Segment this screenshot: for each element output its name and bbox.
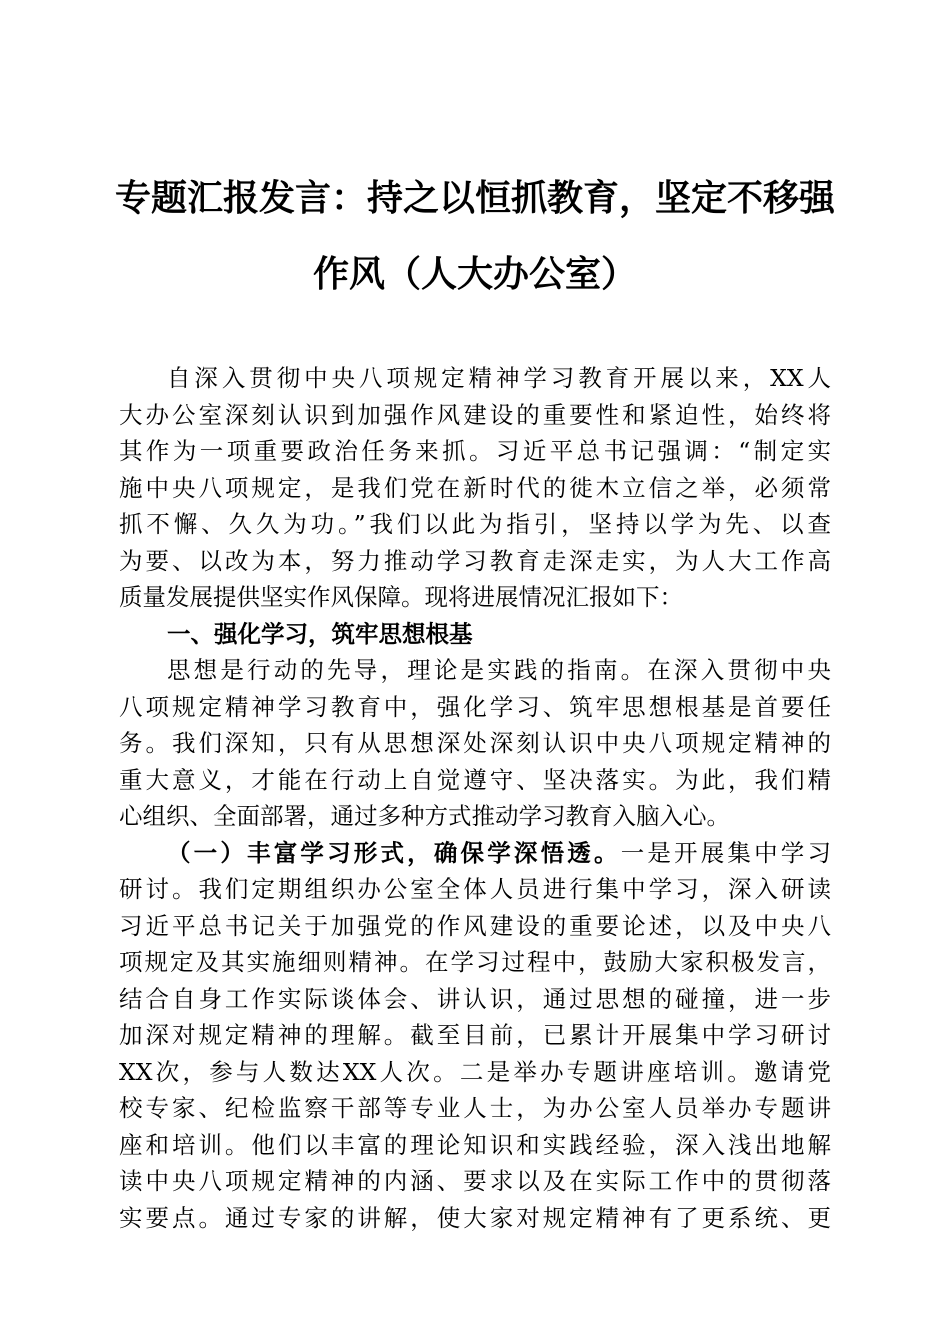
subsection-lead-text: 一是开展集中学习 bbox=[620, 838, 831, 867]
title-line-2: 作风（人大办公室） bbox=[312, 253, 637, 295]
paragraph-line bbox=[119, 835, 831, 872]
paragraph-line: 务。我们深知，只有从思想深处深刻认识中央八项规定精神的 bbox=[119, 729, 831, 757]
paragraph-line: 实要点。通过专家的讲解，使大家对规定精神有了更系统、更 bbox=[119, 1203, 831, 1232]
subsection-heading-1: （一）丰富学习形式，确保学深悟透。 bbox=[167, 838, 621, 867]
paragraph-line: 质量发展提供坚实作风保障。现将进展情况汇报如下： bbox=[119, 583, 683, 611]
paragraph-line: 大办公室深刻认识到加强作风建设的重要性和紧迫性，始终将 bbox=[119, 400, 831, 429]
paragraph-line: 为要、以改为本，努力推动学习教育走深走实，为人大工作高 bbox=[119, 546, 831, 575]
paragraph-line: 心组织、全面部署，通过多种方式推动学习教育入脑入心。 bbox=[119, 802, 730, 830]
paragraph-line: 抓不懈、久久为功。”我们以此为指引，坚持以学为先、以查 bbox=[119, 510, 831, 538]
paragraph-line: 施中央八项规定，是我们党在新时代的徙木立信之举，必须常 bbox=[119, 473, 831, 502]
section-heading-1: 一、强化学习，筑牢思想根基 bbox=[167, 619, 473, 648]
paragraph-line: 其作为一项重要政治任务来抓。习近平总书记强调：“制定实 bbox=[119, 437, 831, 465]
document-body bbox=[119, 360, 831, 1236]
paragraph-line: 重大意义，才能在行动上自觉遵守、坚决落实。为此，我们精 bbox=[119, 765, 831, 794]
paragraph-line: 思想是行动的先导，理论是实践的指南。在深入贯彻中央 bbox=[167, 656, 831, 684]
paragraph-line: 研讨。我们定期组织办公室全体人员进行集中学习，深入研读 bbox=[119, 875, 831, 903]
paragraph-line: 项规定及其实施细则精神。在学习过程中，鼓励大家积极发言， bbox=[119, 948, 831, 976]
paragraph-line: 读中央八项规定精神的内涵、要求以及在实际工作中的贯彻落 bbox=[119, 1167, 831, 1195]
paragraph-line: 校专家、纪检监察干部等专业人士，为办公室人员举办专题讲 bbox=[119, 1094, 831, 1122]
paragraph-line: 自深入贯彻中央八项规定精神学习教育开展以来，XX人 bbox=[167, 364, 831, 392]
paragraph-line: XX次，参与人数达XX人次。二是举办专题讲座培训。邀请党 bbox=[119, 1057, 831, 1086]
paragraph-line: 结合自身工作实际谈体会、讲认识，通过思想的碰撞，进一步 bbox=[119, 984, 831, 1013]
paragraph-line: 习近平总书记关于加强党的作风建设的重要论述，以及中央八 bbox=[119, 911, 831, 940]
section-1-paragraph bbox=[119, 652, 831, 835]
paragraph-line: 加深对规定精神的理解。截至目前，已累计开展集中学习研讨 bbox=[119, 1021, 831, 1049]
paragraph-line: 八项规定精神学习教育中，强化学习、筑牢思想根基是首要任 bbox=[119, 692, 831, 721]
document-title bbox=[100, 160, 850, 312]
subsection-1-paragraph bbox=[119, 835, 831, 1237]
paragraph-line: 座和培训。他们以丰富的理论知识和实践经验，深入浅出地解 bbox=[119, 1130, 831, 1159]
title-line-1: 专题汇报发言：持之以恒抓教育，坚定不移强 bbox=[114, 177, 835, 219]
intro-paragraph bbox=[119, 360, 831, 616]
